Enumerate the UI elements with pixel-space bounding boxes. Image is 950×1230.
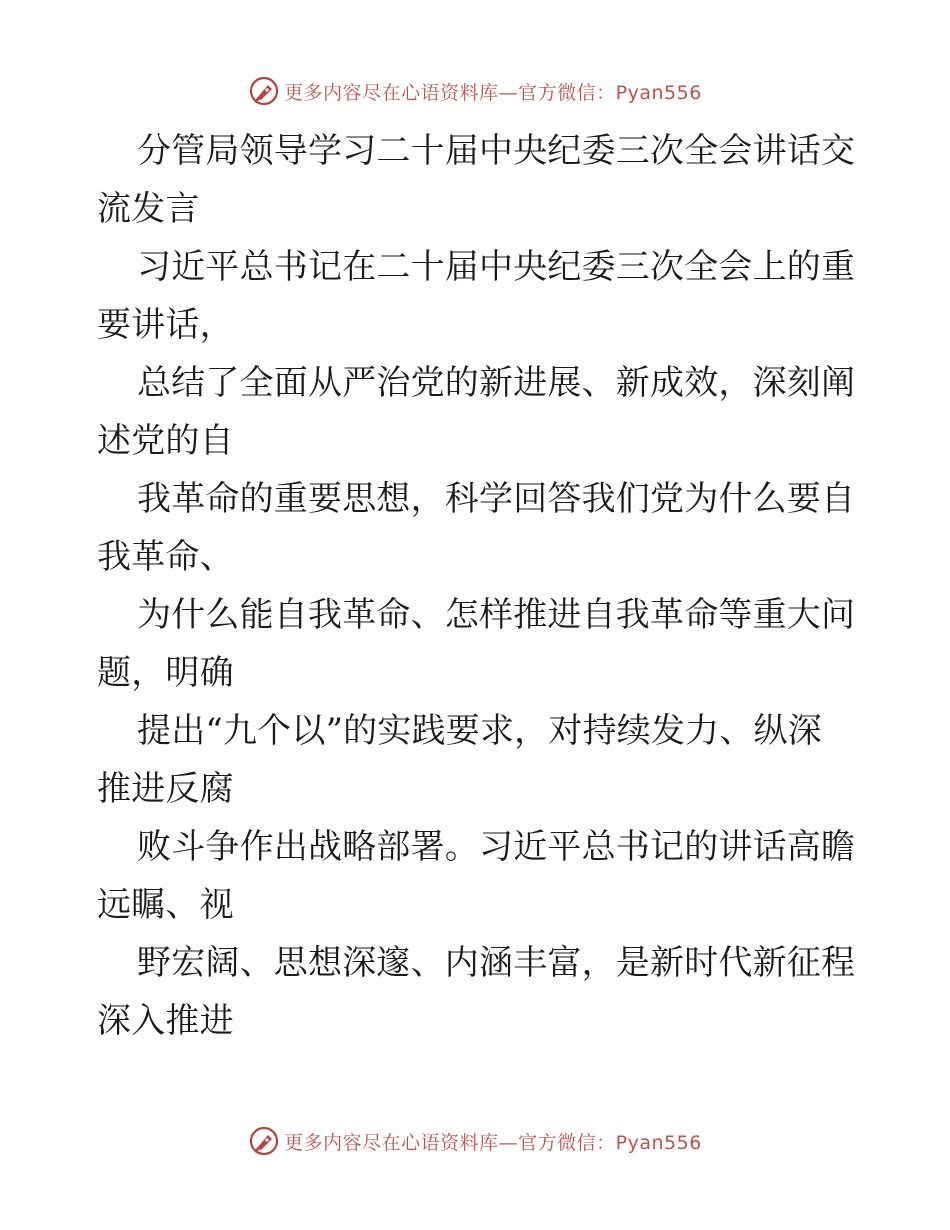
pen-nib-logo-icon: [248, 75, 280, 107]
paragraph-line: 深入推进: [97, 1001, 234, 1041]
paragraph-line: 要讲话，: [97, 305, 234, 345]
wechat-handle: Pyan556: [615, 1131, 702, 1154]
paragraph-line: 分管局领导学习二十届中央纪委三次全会讲话交: [137, 131, 856, 171]
paragraph-line: 提出“九个以”的实践要求，对持续发力、纵深: [137, 711, 822, 751]
banner-text: [284, 78, 702, 105]
banner-promo-text: 更多内容尽在心语资料库—官方微信：: [284, 81, 616, 104]
paragraph-line: 我革命、: [97, 537, 234, 577]
paragraph-line: 推进反腐: [97, 769, 234, 809]
header-banner: [0, 71, 950, 111]
paragraph-line: 习近平总书记在二十届中央纪委三次全会上的重: [137, 247, 856, 287]
paragraph: [97, 934, 857, 1050]
footer-banner: [0, 1121, 950, 1161]
banner-promo-text: 更多内容尽在心语资料库—官方微信：: [284, 1131, 616, 1154]
wechat-handle: Pyan556: [615, 81, 702, 104]
paragraph: [97, 702, 857, 818]
paragraph-line: 题，明确: [97, 653, 234, 693]
document-body: [97, 122, 857, 1050]
header-banner-inner: [248, 75, 702, 107]
paragraph-line: 流发言: [97, 189, 200, 229]
paragraph-line: 野宏阔、思想深邃、内涵丰富，是新时代新征程: [137, 943, 856, 983]
paragraph: [97, 470, 857, 586]
paragraph: [97, 586, 857, 702]
paragraph: [97, 354, 857, 470]
pen-nib-logo-icon: [248, 1125, 280, 1157]
paragraph: [97, 818, 857, 934]
paragraph-title: [97, 122, 857, 238]
paragraph-line: 败斗争作出战略部署。习近平总书记的讲话高瞻: [137, 827, 856, 867]
paragraph: [97, 238, 857, 354]
paragraph-line: 为什么能自我革命、怎样推进自我革命等重大问: [137, 595, 856, 635]
paragraph-line: 述党的自: [97, 421, 234, 461]
footer-banner-inner: [248, 1125, 702, 1157]
paragraph-line: 我革命的重要思想，科学回答我们党为什么要自: [137, 479, 856, 519]
paragraph-line: 总结了全面从严治党的新进展、新成效，深刻阐: [137, 363, 856, 403]
paragraph-line: 远瞩、视: [97, 885, 234, 925]
banner-text: [284, 1128, 702, 1155]
